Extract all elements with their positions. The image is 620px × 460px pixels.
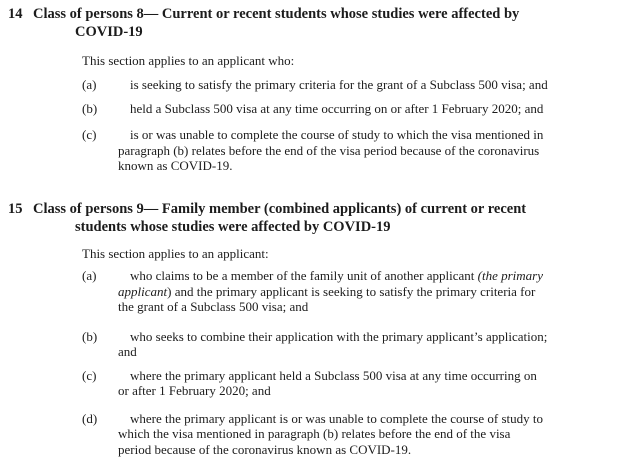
paragraph-line <box>118 268 620 284</box>
paragraph-15d <box>82 410 620 458</box>
section-title-line: Class of persons 9— Family member (combined applicants) of current or recent <box>33 200 527 217</box>
paragraph-line: the grant of a Subclass 500 visa; and <box>118 299 309 314</box>
paragraph-line: is or was unable to complete the course of study to which the visa mentioned in <box>130 127 544 142</box>
paragraph-line: paragraph (b) relates before the end of the visa period because of the coronavirus <box>118 142 540 158</box>
paragraph-14b <box>82 100 620 117</box>
paragraph-line: and <box>118 344 137 359</box>
paragraph-text: ) and the primary applicant is seeking to satisfy the primary criteria for <box>167 283 536 299</box>
paragraph-line: or after 1 February 2020; and <box>118 383 271 398</box>
paragraph-line: held a Subclass 500 visa at any time occurring on or after 1 February 2020; and <box>130 100 544 116</box>
section-title-line: COVID-19 <box>75 24 143 40</box>
paragraph-line: period because of the coronavirus known as COVID-19. <box>118 441 412 457</box>
paragraph-14c <box>82 127 620 174</box>
paragraph-15b <box>82 328 620 360</box>
section-title-line: students whose studies were affected by COVID-19 <box>75 218 391 235</box>
paragraph-line: where the primary applicant is or was unable to complete the course of study to <box>130 410 543 426</box>
paragraph-line: known as COVID-19. <box>118 158 233 173</box>
paragraph-label: (a) <box>82 268 97 283</box>
section-title-line: Class of persons 8— Current or recent students whose studies were affected by <box>33 6 520 22</box>
section-15-heading <box>8 200 620 236</box>
paragraph-line: is seeking to satisfy the primary criteria for the grant of a Subclass 500 visa; and <box>130 76 548 92</box>
paragraph-15a <box>82 268 620 315</box>
section-number: 14 <box>8 6 23 22</box>
section-number: 15 <box>8 200 23 217</box>
paragraph-line: which the visa mentioned in paragraph (b) relates before the end of the visa <box>118 426 511 441</box>
section-14 <box>0 5 620 174</box>
defined-term-italic: applicant <box>118 283 168 299</box>
paragraph-text: who claims to be a member of the family unit of another applicant <box>130 268 478 283</box>
paragraph-line: where the primary applicant held a Subclass 500 visa at any time occurring on <box>130 367 537 383</box>
paragraph-label: (d) <box>82 410 98 426</box>
section-14-heading <box>8 5 620 41</box>
paragraph-label: (b) <box>82 328 98 344</box>
paragraph-14a <box>82 76 620 93</box>
paragraph-line <box>118 284 620 300</box>
section-intro: This section applies to an applicant: <box>82 245 269 261</box>
section-intro: This section applies to an applicant who: <box>82 53 295 68</box>
paragraph-label: (b) <box>82 100 98 116</box>
paragraph-label: (c) <box>82 127 97 142</box>
paragraph-15c <box>82 367 620 399</box>
paragraph-label: (a) <box>82 76 97 92</box>
paragraph-line: who seeks to combine their application with the primary applicant’s application; <box>130 328 548 344</box>
defined-term-italic: (the primary <box>477 268 544 283</box>
paragraph-label: (c) <box>82 367 97 383</box>
section-15 <box>0 200 620 458</box>
